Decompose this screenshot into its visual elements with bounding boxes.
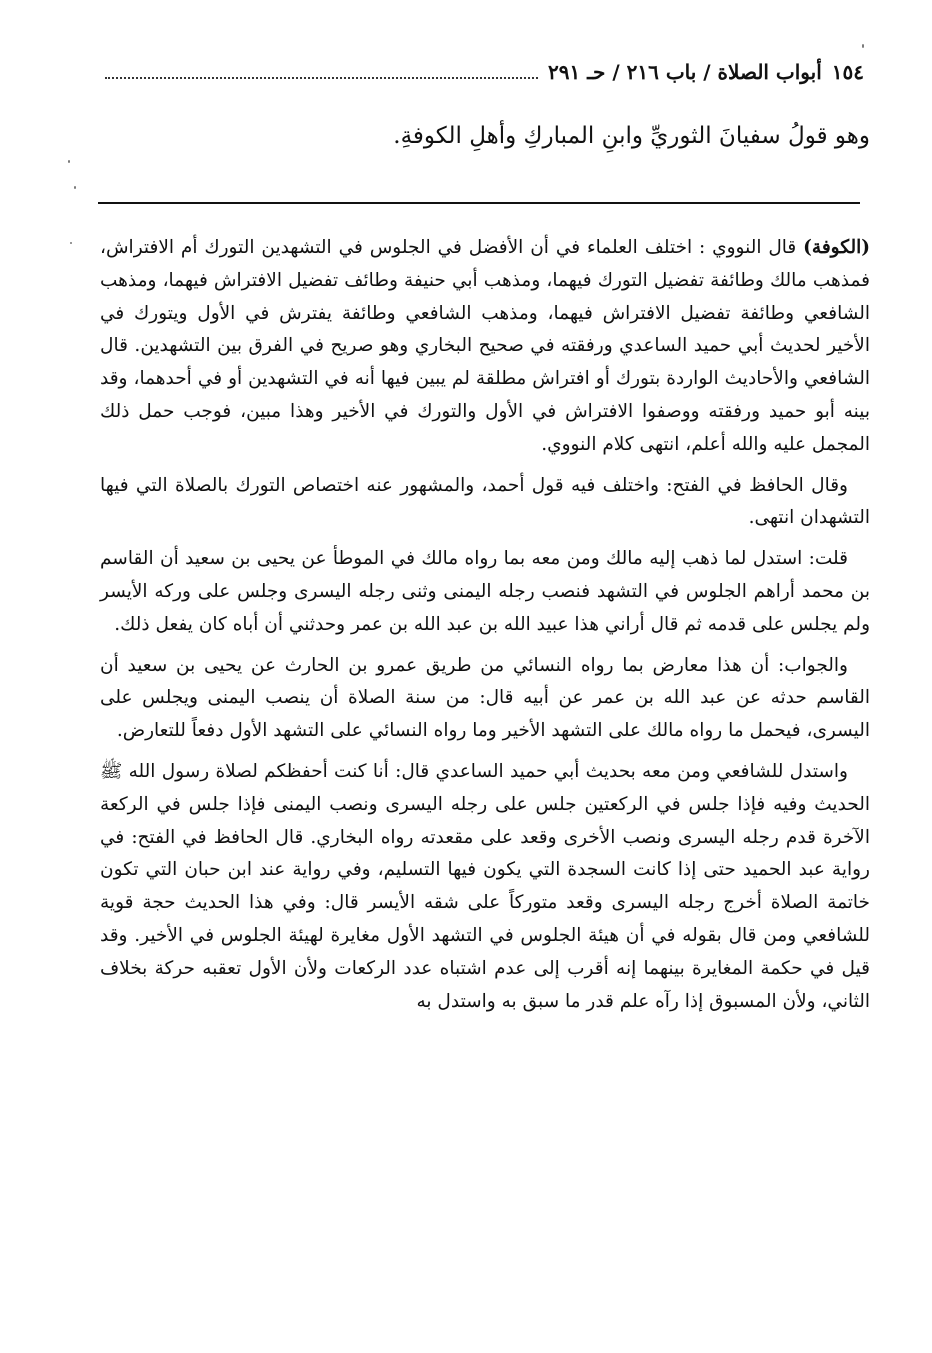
commentary-paragraph-4: والجواب: أن هذا معارض بما رواه النسائي من طريق عمرو بن الحارث عن يحيى بن سعيد أن القاسم حدثه عن عبد الله بن عمر عن أبيه قال: من سنة الصلاة أن ينصب اليمنى ويجلس على اليسرى، فيحمل ما رواه مالك على التشهد الأخير وما رواه النسائي على التشهد الأول دفعاً للتعارض.: [100, 654, 870, 742]
commentary-paragraph-1: [100, 232, 870, 462]
speck: [68, 160, 70, 163]
dotted-leader: [105, 77, 538, 79]
separator-line: [98, 202, 860, 204]
running-title: أبواب الصلاة / باب ٢١٦ / حـ ٢٩١: [547, 60, 822, 84]
commentary-paragraph-2: وقال الحافظ في الفتح: واختلف فيه قول أحمد، والمشهور عنه اختصاص التورك بالصلاة التي فيها التشهدان انتهى.: [100, 474, 870, 529]
speck: [74, 186, 76, 189]
paragraph-text: قال النووي : اختلف العلماء في أن الأفضل في الجلوس في التشهدين التورك أم الافتراش، فمذهب مالك وطائفة تفضيل التورك فيهما، ومذهب أبي حنيفة وطائف تفضيل الافتراش فيهما، ومذهب الشافعي وطائفة تفضيل الافتراش فيهما، ومذهب الشافعي وطائفة يفترش في الأول ويتورك في الأخير لحديث أبي حميد الساعدي ورفقته في صحيح البخاري وهو صريح في الفرق بين التشهدين. قال الشافعي والأحاديث الواردة بتورك أو افتراش مطلقة لم يبين فيها أنه في التشهدين أو في أحدهما، وقد بينه أبو حميد ورفقته ووصفوا الافتراش في الأول والتورك في الأخير وهذا مبين، فوجب حمل ذلك المجمل عليه والله أعلم، انتهى كلام النووي.: [100, 237, 870, 455]
page-number: ١٥٤: [831, 60, 864, 84]
main-text: وهو قولُ سفيانَ الثوريِّ وابنِ المباركِ وأهلِ الكوفةِ.: [393, 123, 870, 149]
speck: [70, 242, 72, 244]
page-header: [95, 52, 864, 92]
commentary-paragraph-3: قلت: استدل لما ذهب إليه مالك ومن معه بما رواه مالك في الموطأ عن يحيى بن سعيد أن القاسم بن محمد أراهم الجلوس في التشهد فنصب رجله اليمنى وثنى رجله اليسرى وجلس على وركه الأيسر ولم يجلس على قدمه ثم قال أراني هذا عبيد الله بن عبد الله بن عمر وحدثني أن أباه كان يفعل ذلك.: [100, 548, 870, 635]
commentary-paragraph-5: واستدل للشافعي ومن معه بحديث أبي حميد الساعدي قال: أنا كنت أحفظكم لصلاة رسول الله ﷺ الحديث وفيه فإذا جلس في الركعتين جلس على رجله اليسرى ونصب اليمنى فإذا جلس في الركعة الآخرة قدم رجله اليسرى ونصب الأخرى وقعد على مقعدته رواه البخاري. قال الحافظ في الفتح: في رواية عبد الحميد حتى إذا كانت السجدة التي يكون فيها التسليم، وفي رواية عند ابن حبان التي تكون خاتمة الصلاة أخرج رجله اليسرى وقعد متوركاً على شقه الأيسر قال: وفي هذا الحديث حجة قوية للشافعي ومن قال بقوله في أن هيئة الجلوس في التشهد الأول مغايرة لهيئة الجلوس في الأخير. وقد قيل في حكمة المغايرة بينهما إنه أقرب إلى عدم اشتباه عدد الركعات ولأن الأول تعقبه حركة بخلاف الثاني، ولأن المسبوق إذا رآه علم قدر ما سبق به واستدل به: [100, 760, 870, 1012]
commentary: [100, 232, 870, 1026]
lemma-word: (الكوفة): [803, 237, 870, 258]
speck: [862, 44, 864, 48]
